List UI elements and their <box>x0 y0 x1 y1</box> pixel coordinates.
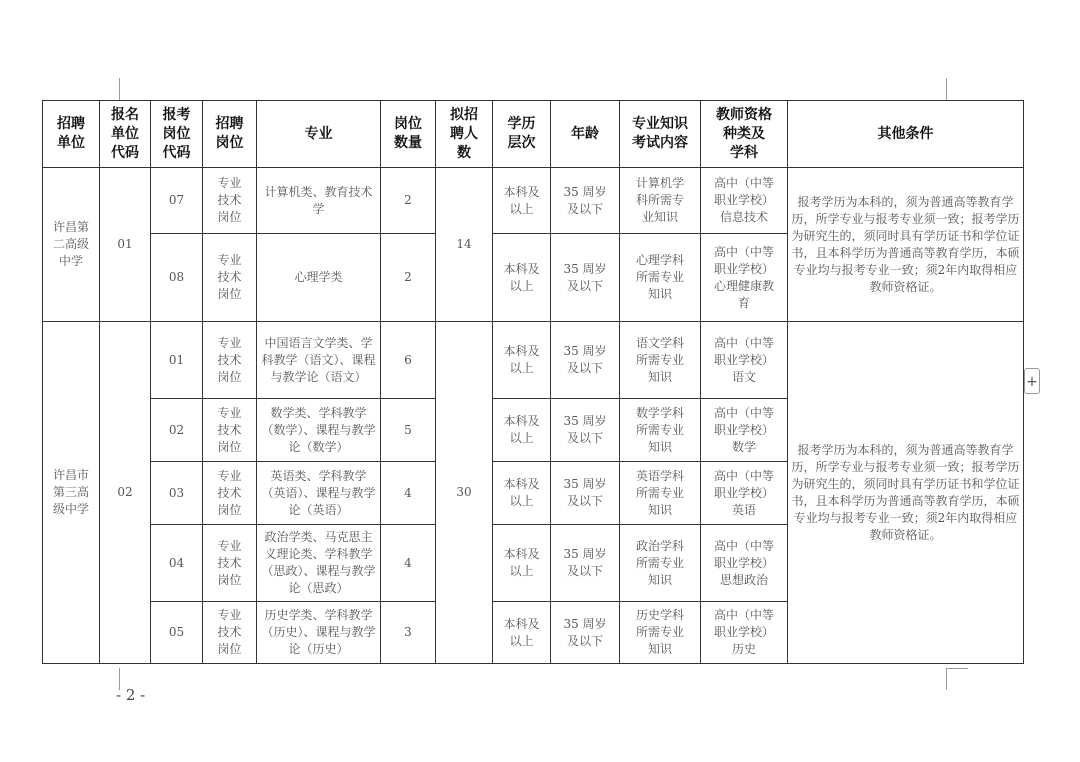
exam-cell: 历史学科 所需专业 知识 <box>620 602 701 664</box>
certificate-cell: 高中（中等 职业学校） 语文 <box>701 322 788 399</box>
post-count-cell: 6 <box>381 322 436 399</box>
post-code-cell: 05 <box>151 602 203 664</box>
expand-button[interactable]: + <box>1024 368 1040 394</box>
post-code-cell: 01 <box>151 322 203 399</box>
header-certificate: 教师资格 种类及 学科 <box>701 101 788 168</box>
age-cell: 35 周岁 及以下 <box>551 168 620 234</box>
page-number: - 2 - <box>116 686 146 704</box>
age-cell: 35 周岁 及以下 <box>551 399 620 462</box>
major-cell: 政治学类、马克思主义理论类、学科教学（思政）、课程与教学论（思政） <box>257 525 381 602</box>
header-post-count: 岗位 数量 <box>381 101 436 168</box>
post-code-cell: 03 <box>151 462 203 525</box>
exam-cell: 计算机学 科所需专 业知识 <box>620 168 701 234</box>
certificate-cell: 高中（中等 职业学校） 信息技术 <box>701 168 788 234</box>
header-post-code: 报考 岗位 代码 <box>151 101 203 168</box>
education-cell: 本科及 以上 <box>493 322 551 399</box>
age-cell: 35 周岁 及以下 <box>551 602 620 664</box>
education-cell: 本科及 以上 <box>493 399 551 462</box>
header-post: 招聘 岗位 <box>203 101 257 168</box>
major-cell: 数学类、学科教学（数学）、课程与教学论（数学） <box>257 399 381 462</box>
education-cell: 本科及 以上 <box>493 462 551 525</box>
post-type-cell: 专业 技术 岗位 <box>203 322 257 399</box>
header-other: 其他条件 <box>788 101 1024 168</box>
planned-total-cell: 14 <box>436 168 493 322</box>
post-type-cell: 专业 技术 岗位 <box>203 525 257 602</box>
education-cell: 本科及 以上 <box>493 168 551 234</box>
post-code-cell: 04 <box>151 525 203 602</box>
certificate-cell: 高中（中等 职业学校） 英语 <box>701 462 788 525</box>
crop-mark <box>119 78 120 100</box>
header-planned: 拟招 聘人 数 <box>436 101 493 168</box>
age-cell: 35 周岁 及以下 <box>551 525 620 602</box>
unit-name-cell: 许昌市 第三高 级中学 <box>43 322 100 664</box>
header-exam: 专业知识 考试内容 <box>620 101 701 168</box>
major-cell: 历史学类、学科教学（历史）、课程与教学论（历史） <box>257 602 381 664</box>
major-cell: 英语类、学科教学（英语）、课程与教学论（英语） <box>257 462 381 525</box>
post-type-cell: 专业 技术 岗位 <box>203 168 257 234</box>
post-code-cell: 08 <box>151 234 203 322</box>
other-conditions-cell: 报考学历为本科的，须为普通高等教育学历，所学专业与报考专业须一致；报考学历为研究生的，须同时具有学历证书和学位证书，且本科学历为普通高等教育学历，本硕专业均与报考专业一致；须2年内取得相应教师资格证。 <box>788 322 1024 664</box>
major-cell: 心理学类 <box>257 234 381 322</box>
post-code-cell: 07 <box>151 168 203 234</box>
unit-name-cell: 许昌第 二高级 中学 <box>43 168 100 322</box>
post-count-cell: 3 <box>381 602 436 664</box>
post-code-cell: 02 <box>151 399 203 462</box>
post-type-cell: 专业 技术 岗位 <box>203 462 257 525</box>
header-row <box>43 101 1024 168</box>
education-cell: 本科及 以上 <box>493 234 551 322</box>
post-type-cell: 专业 技术 岗位 <box>203 399 257 462</box>
post-type-cell: 专业 技术 岗位 <box>203 234 257 322</box>
certificate-cell: 高中（中等 职业学校） 思想政治 <box>701 525 788 602</box>
education-cell: 本科及 以上 <box>493 602 551 664</box>
exam-cell: 英语学科 所需专业 知识 <box>620 462 701 525</box>
post-count-cell: 5 <box>381 399 436 462</box>
certificate-cell: 高中（中等 职业学校） 数学 <box>701 399 788 462</box>
header-major: 专业 <box>257 101 381 168</box>
header-unit: 招聘 单位 <box>43 101 100 168</box>
certificate-cell: 高中（中等 职业学校） 心理健康教 育 <box>701 234 788 322</box>
table-row <box>43 168 1024 234</box>
education-cell: 本科及 以上 <box>493 525 551 602</box>
unit-code-cell: 01 <box>100 168 151 322</box>
planned-total-cell: 30 <box>436 322 493 664</box>
table-row <box>43 322 1024 399</box>
post-count-cell: 2 <box>381 168 436 234</box>
major-cell: 计算机类、教育技术学 <box>257 168 381 234</box>
crop-mark <box>946 668 947 690</box>
post-count-cell: 2 <box>381 234 436 322</box>
age-cell: 35 周岁 及以下 <box>551 234 620 322</box>
post-count-cell: 4 <box>381 462 436 525</box>
recruitment-table <box>42 100 1024 664</box>
unit-code-cell: 02 <box>100 322 151 664</box>
exam-cell: 数学学科 所需专业 知识 <box>620 399 701 462</box>
age-cell: 35 周岁 及以下 <box>551 322 620 399</box>
exam-cell: 心理学科 所需专业 知识 <box>620 234 701 322</box>
other-conditions-cell: 报考学历为本科的，须为普通高等教育学历，所学专业与报考专业须一致；报考学历为研究生的，须同时具有学历证书和学位证书，且本科学历为普通高等教育学历，本硕专业均与报考专业一致；须2年内取得相应教师资格证。 <box>788 168 1024 322</box>
header-unit-code: 报名 单位 代码 <box>100 101 151 168</box>
age-cell: 35 周岁 及以下 <box>551 462 620 525</box>
exam-cell: 政治学科 所需专业 知识 <box>620 525 701 602</box>
crop-mark <box>946 78 947 100</box>
major-cell: 中国语言文学类、学科教学（语文）、课程与教学论（语文） <box>257 322 381 399</box>
exam-cell: 语文学科 所需专业 知识 <box>620 322 701 399</box>
header-age: 年龄 <box>551 101 620 168</box>
post-type-cell: 专业 技术 岗位 <box>203 602 257 664</box>
certificate-cell: 高中（中等 职业学校） 历史 <box>701 602 788 664</box>
post-count-cell: 4 <box>381 525 436 602</box>
header-education: 学历 层次 <box>493 101 551 168</box>
crop-mark <box>946 668 968 669</box>
